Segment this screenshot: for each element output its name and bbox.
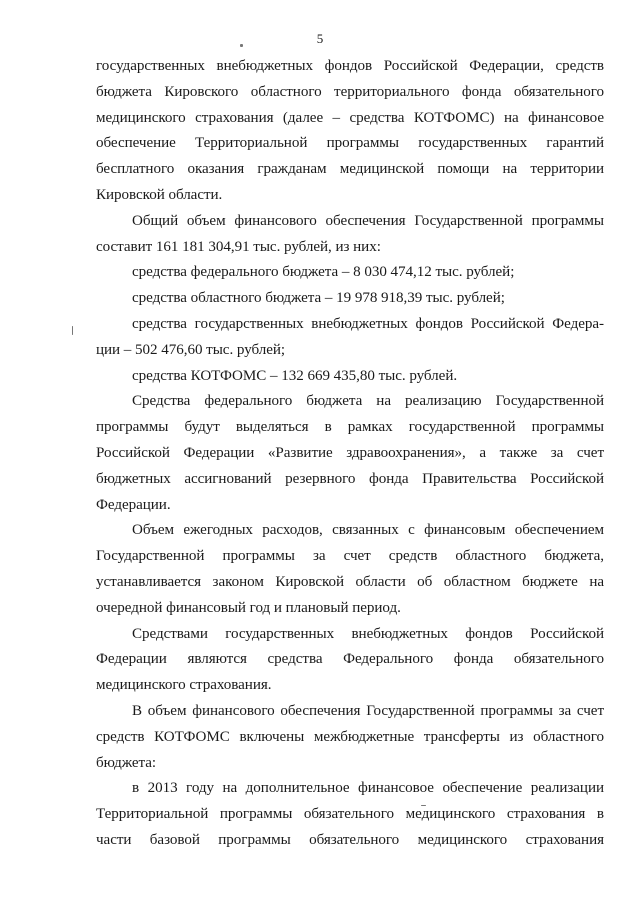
paragraph (96, 209, 604, 261)
text-line: медицинского страхования. (96, 677, 272, 694)
scan-speck (72, 326, 73, 335)
paragraph (96, 312, 604, 364)
paragraph (96, 622, 604, 699)
text-line: Российской Федерации «Развитие здравоохранения», а также за счет (96, 444, 604, 461)
body-text (96, 54, 604, 854)
paragraph (96, 699, 604, 776)
text-line: Федерации. (96, 496, 171, 513)
text-line: очередной финансовый год и плановый период. (96, 599, 401, 616)
text-line: Средствами государственных внебюджетных фондов Российской (132, 625, 604, 642)
text-line: программы будут выделяться в рамках государственной программы (96, 419, 604, 436)
paragraph (96, 518, 604, 621)
paragraph (96, 364, 604, 390)
text-line: Федерации являются средства Федерального фонда обязательного (96, 651, 604, 668)
text-line: бюджетных ассигнований резервного фонда Правительства Российской (96, 470, 604, 487)
text-line: Общий объем финансового обеспечения Государственной программы (132, 212, 604, 229)
text-line: средства государственных внебюджетных фондов Российской Федера- (132, 315, 604, 332)
text-line: медицинского страхования (далее – средства КОТФОМС) на финансовое (96, 109, 604, 126)
text-line: средства КОТФОМС – 132 669 435,80 тыс. рублей. (132, 367, 458, 384)
text-line: средств КОТФОМС включены межбюджетные трансферты из областного (96, 728, 604, 745)
text-line: обеспечение Территориальной программы государственных гарантий (96, 135, 604, 152)
text-line: Средства федерального бюджета на реализацию Государственной (132, 393, 604, 410)
text-line: бесплатного оказания гражданам медицинской помощи на территории (96, 161, 604, 178)
text-line: средства федерального бюджета – 8 030 474,12 тыс. рублей; (132, 264, 515, 281)
text-line: бюджета: (96, 754, 157, 771)
text-line: Объем ежегодных расходов, связанных с финансовым обеспечением (132, 522, 604, 539)
text-line: части базовой программы обязательного медицинского страхования (96, 831, 604, 848)
text-line: Государственной программы за счет средств областного бюджета, (96, 548, 604, 565)
paragraph (96, 286, 604, 312)
text-line: бюджета Кировского областного территориального фонда обязательного (96, 83, 604, 100)
text-line: Кировской области. (96, 186, 223, 203)
text-line: составит 161 181 304,91 тыс. рублей, из них: (96, 238, 381, 255)
text-line: устанавливается законом Кировской области об областном бюджете на (96, 573, 604, 590)
paragraph (96, 54, 604, 209)
scan-speck (240, 44, 243, 47)
paragraph (96, 776, 604, 853)
text-line: в 2013 году на дополнительное финансовое обеспечение реализации (132, 780, 604, 797)
text-line: средства областного бюджета – 19 978 918,39 тыс. рублей; (132, 290, 505, 307)
paragraph (96, 260, 604, 286)
text-line: В объем финансового обеспечения Государственной программы за счет (132, 702, 604, 719)
text-line: государственных внебюджетных фондов Российской Федерации, средств (96, 58, 604, 74)
paragraph (96, 389, 604, 518)
page-number: 5 (316, 31, 324, 46)
text-line: Территориальной программы обязательного медицинского страхования в (96, 806, 604, 823)
text-line: ции – 502 476,60 тыс. рублей; (96, 341, 286, 358)
